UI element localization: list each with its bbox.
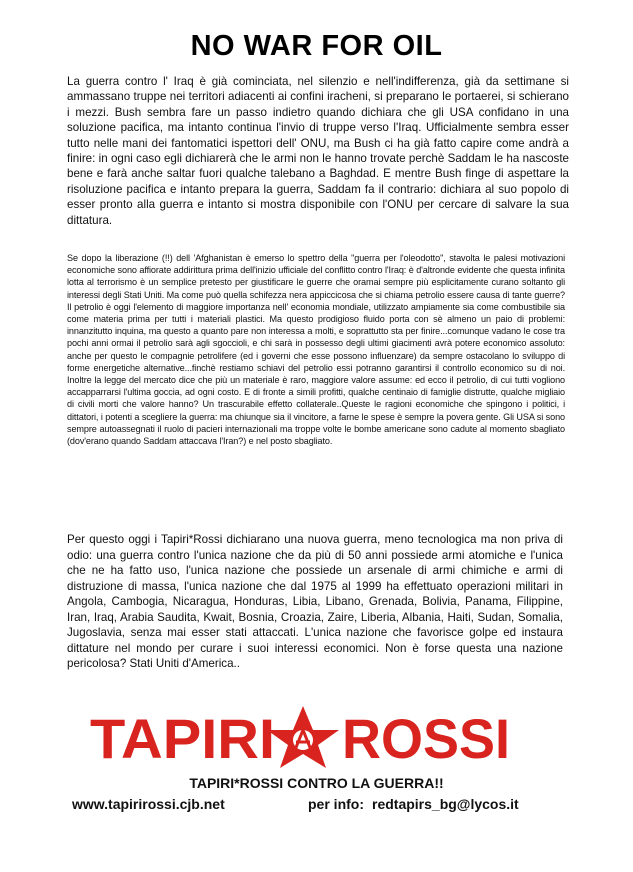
contact-info bbox=[308, 796, 519, 812]
website-link[interactable]: www.tapirirossi.cjb.net bbox=[72, 796, 225, 812]
intro-paragraph: La guerra contro l' Iraq è già cominciata, nel silenzio e nell'indifferenza, già da settimane si ammassano truppe nei territori adiacenti ai confini iracheni, si preparano le portaerei, si schierano i mezzi. Bush sembra fare un passo indietro quando dichiara che gli USA confidano in una soluzione pacifica, ma intanto continua l'invio di truppe verso l'Iraq. Ufficialmente sembra esser tutto nelle mani dei fantomatici ispettori dell' ONU, ma Bush ci ha già fatto capire come andrà a finire: in ogni caso egli dichiarerà che le armi non le hanno trovate perchè Saddam le ha nascoste bene e farà anche saltar fuori qualche talebano a Baghdad. E mentre Bush finge di aspettare la risoluzione pacifica e intanto prepara la guerra, Saddam fa il contrario: dichiara al suo popolo di esser pronto alla guerra e intanto si mostra disponibile con l'ONU per cercare di salvare la sua dittatura. bbox=[67, 75, 569, 227]
contact-email-link[interactable]: redtapirs_bg@lycos.it bbox=[372, 796, 519, 812]
logo-left-text: TAPIRI bbox=[90, 707, 275, 770]
tapiri-rossi-logo bbox=[90, 704, 530, 770]
analysis-paragraph: Se dopo la liberazione (!!) dell 'Afghanistan è emerso lo spettro della "guerra per l'oleodotto", stavolta le palesi motivazioni economiche sono affiorate addirittura prima dell'inizio ufficiale del conflitto contro l'Iraq: è d'altronde evidente che questa infinita lotta al terrorismo è un semplice pretesto per giustificare le guerre che oramai sempre più esplicitamente curano soltanto gli interessi degli Stati Uniti. Ma come può quella schifezza nera appiccicosa che si chiama petrolio essere causa di tante guerre? Il petrolio è oggi l'elemento di maggiore importanza nell' economia mondiale, utilizzato ampiamente sia come combustibile sia come materia prima per tutti i materiali plastici. Ma questo prodigioso fluido porta con sè almeno un paio di problemi: innanzitutto inquina, ma questo a quanto pare non interessa a molti, e soprattutto sta per finire...comunque vadano le cose tra pochi anni ormai il petrolio sarà agli sgoccioli, e chi sarà in possesso degli ultimi giacimenti avrà potere economico assoluto: anche per questo le compagnie petrolifere (ed i governi che esse possono influenzare) da sempre ostacolano lo sviluppo di forme energetiche alternative...finchè restiamo schiavi del petrolio essi potranno garantirsi il controllo economico su di noi. Inoltre la legge del mercato dice che più un materiale è raro, maggiore valore assume: ed ecco il petrolio, di cui tutti vogliono accapparrarsi l'ultima goccia, ad ogni costo. E di fronte a simili profitti, qualche centinaio di famiglie distrutte, qualche migliaio di civili morti che valore hanno? Un trascurabile effetto collaterale..Queste le ragioni economiche che spingono i politici, i dittatori, i potenti a scegliere la guerra: ma chiunque sia il vincitore, a farne le spese è sempre la povera gente. Gli USA si sono sempre autoassegnati il ruolo di pacieri internazionali ma troppe volte le bombe americane sono cadute al momento sbagliato (dov'erano quando Saddam attaccava l'Iran?) e nel posto sbagliato. bbox=[67, 253, 565, 447]
anarchy-star-icon bbox=[267, 706, 339, 768]
logo-right-text: ROSSI bbox=[342, 707, 510, 770]
declaration-paragraph: Per questo oggi i Tapiri*Rossi dichiarano una nuova guerra, meno tecnologica ma non priva di odio: una guerra contro l'unica nazione che da più di 50 anni possiede armi atomiche e l'unica che ne ha fatto uso, l'unica nazione che possiede un arsenale di armi chimiche e armi di distruzione di massa, l'unica nazione che dal 1975 al 1999 ha effettuato operazioni militari in Angola, Cambogia, Nicaragua, Honduras, Libia, Libano, Grenada, Bolivia, Panama, Filippine, Iran, Iraq, Arabia Saudita, Kwait, Bosnia, Croazia, Zaire, Liberia, Albania, Haiti, Sudan, Somalia, Jugoslavia, senza mai esser stati attaccati. L'unica nazione che favorisce golpe ed instaura dittature nel mondo per curare i suoi interessi economici. Non è forse questa una nazione pericolosa? Stati Uniti d'America.. bbox=[67, 533, 563, 670]
page-title: NO WAR FOR OIL bbox=[190, 30, 443, 62]
footer-slogan: TAPIRI*ROSSI CONTRO LA GUERRA!! bbox=[189, 775, 444, 791]
info-label: per info: bbox=[308, 796, 364, 812]
